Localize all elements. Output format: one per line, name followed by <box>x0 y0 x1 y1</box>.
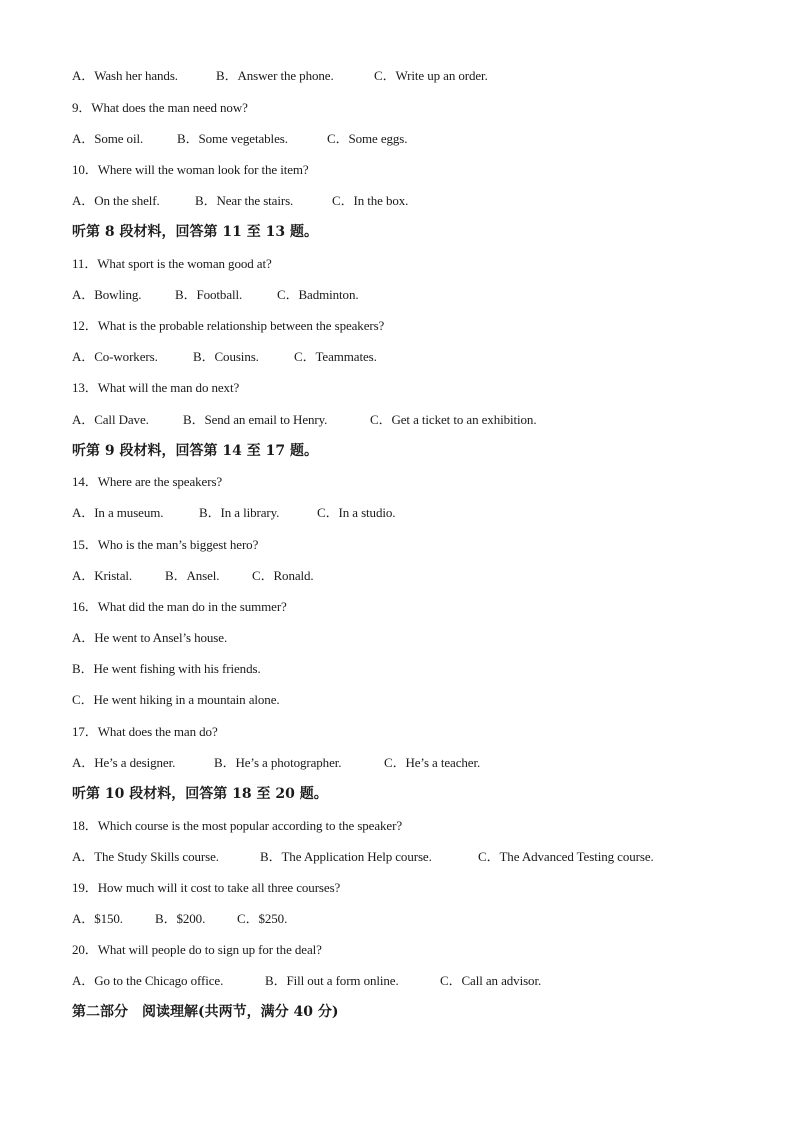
q16-option-b: B．He went fishing with his friends. <box>72 661 261 676</box>
q9-option-a: A．Some oil. <box>72 131 144 146</box>
section-8-heading: 听第 8 段材料，回答第 11 至 13 题。 <box>72 224 318 240</box>
q13-option-b: B．Send an email to Henry. <box>183 412 328 427</box>
q14-option-a: A．In a museum. <box>72 505 164 520</box>
q16-stem: 16．What did the man do in the summer? <box>72 599 287 614</box>
q18-option-a: A．The Study Skills course. <box>72 849 219 864</box>
q10-option-a: A．On the shelf. <box>72 193 160 208</box>
q15-option-b: B．Ansel. <box>165 568 220 583</box>
q12-option-c: C．Teammates. <box>294 349 377 364</box>
q13-stem: 13．What will the man do next? <box>72 380 240 395</box>
part-2-heading: 第二部分 阅读理解(共两节，满分 40 分) <box>72 1004 339 1020</box>
q19-option-a: A．$150. <box>72 911 123 926</box>
q20-option-c: C．Call an advisor. <box>440 973 542 988</box>
q8-option-a: A．Wash her hands. <box>72 68 178 83</box>
q14-option-c: C．In a studio. <box>317 505 396 520</box>
q10-option-c: C．In the box. <box>332 193 409 208</box>
q15-option-c: C．Ronald. <box>252 568 314 583</box>
q10-stem: 10．Where will the woman look for the item? <box>72 162 309 177</box>
q12-stem: 12．What is the probable relationship between the speakers? <box>72 318 385 333</box>
q9-option-c: C．Some eggs. <box>327 131 408 146</box>
q15-option-a: A．Kristal. <box>72 568 133 583</box>
q17-option-c: C．He’s a teacher. <box>384 755 481 770</box>
q9-stem: 9．What does the man need now? <box>72 100 248 115</box>
section-9-heading: 听第 9 段材料，回答第 14 至 17 题。 <box>72 443 318 459</box>
q20-stem: 20．What will people do to sign up for the deal? <box>72 942 322 957</box>
q14-option-b: B．In a library. <box>199 505 280 520</box>
q19-stem: 19．How much will it cost to take all three courses? <box>72 880 341 895</box>
q20-option-a: A．Go to the Chicago office. <box>72 973 224 988</box>
q18-stem: 18．Which course is the most popular according to the speaker? <box>72 818 402 833</box>
q19-option-b: B．$200. <box>155 911 206 926</box>
q19-option-c: C．$250. <box>237 911 288 926</box>
q13-option-a: A．Call Dave. <box>72 412 149 427</box>
q20-option-b: B．Fill out a form online. <box>265 973 399 988</box>
q14-stem: 14．Where are the speakers? <box>72 474 223 489</box>
q18-option-b: B．The Application Help course. <box>260 849 432 864</box>
q15-stem: 15．Who is the man’s biggest hero? <box>72 537 259 552</box>
q10-option-b: B．Near the stairs. <box>195 193 294 208</box>
q18-option-c: C．The Advanced Testing course. <box>478 849 654 864</box>
q9-option-b: B．Some vegetables. <box>177 131 288 146</box>
q17-option-b: B．He’s a photographer. <box>214 755 342 770</box>
q13-option-c: C．Get a ticket to an exhibition. <box>370 412 537 427</box>
q11-option-a: A．Bowling. <box>72 287 142 302</box>
q11-stem: 11．What sport is the woman good at? <box>72 256 272 271</box>
q8-option-b: B．Answer the phone. <box>216 68 334 83</box>
q8-option-c: C．Write up an order. <box>374 68 488 83</box>
q11-option-c: C．Badminton. <box>277 287 359 302</box>
q16-option-a: A．He went to Ansel’s house. <box>72 630 228 645</box>
q16-option-c: C．He went hiking in a mountain alone. <box>72 692 280 707</box>
q11-option-b: B．Football. <box>175 287 243 302</box>
q17-option-a: A．He’s a designer. <box>72 755 176 770</box>
section-10-heading: 听第 10 段材料，回答第 18 至 20 题。 <box>72 786 328 802</box>
q12-option-a: A．Co-workers. <box>72 349 158 364</box>
q12-option-b: B．Cousins. <box>193 349 259 364</box>
q17-stem: 17．What does the man do? <box>72 724 218 739</box>
